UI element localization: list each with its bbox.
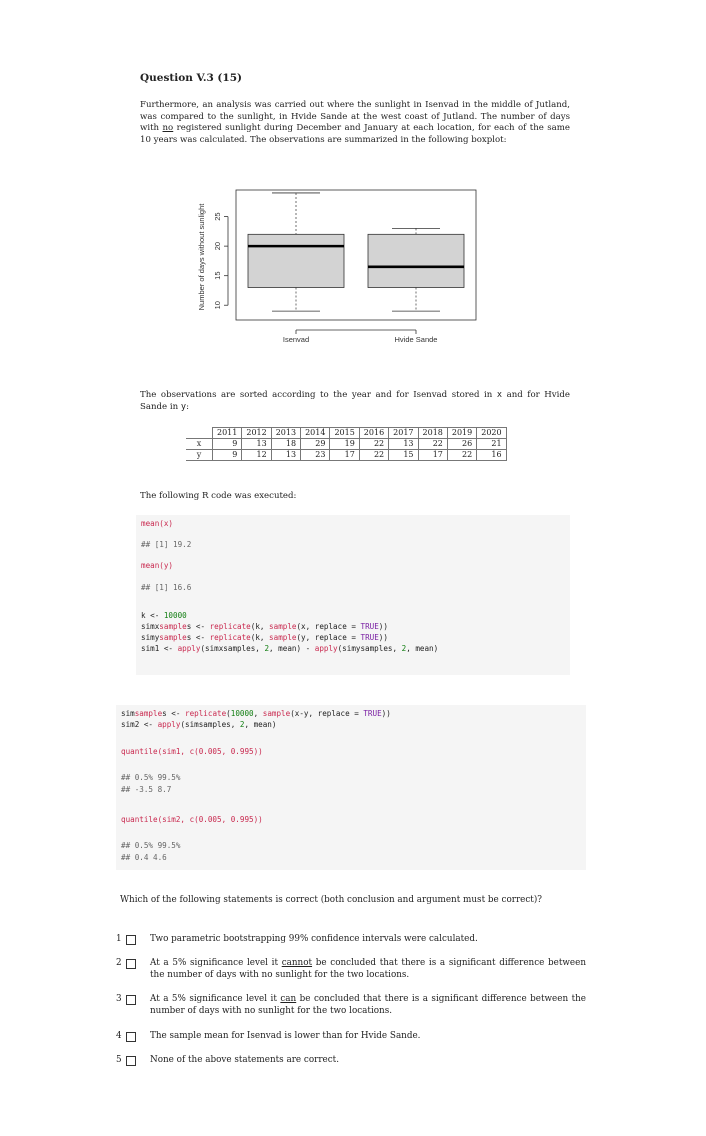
code-line-sims: simsamples <- replicate(10000, sample(x-y, replace = TRUE)) — [121, 709, 391, 718]
question-heading: Question V.3 (15) — [140, 72, 242, 84]
table-corner — [186, 428, 213, 439]
observation-table — [186, 427, 507, 461]
option-text — [150, 1055, 586, 1067]
table-cell: 16 — [477, 450, 506, 461]
y-tick-label: 10 — [213, 301, 222, 310]
year-header: 2016 — [359, 428, 388, 439]
observation-table-wrap — [186, 427, 507, 461]
year-header: 2014 — [301, 428, 330, 439]
year-header: 2015 — [330, 428, 359, 439]
option-text-part: be concluded that there is a significant difference between the number of days with no sunlight for the two locations. — [150, 958, 587, 980]
boxes-group — [248, 193, 464, 311]
output-mean-x: ## [1] 19.2 — [141, 540, 192, 549]
output-quantile-1-header: ## 0.5% 99.5% — [121, 773, 181, 782]
code-line-quantile-1: quantile(sim1, c(0.005, 0.995)) — [121, 747, 263, 756]
row-label: x — [186, 439, 213, 450]
table-cell: 22 — [418, 439, 447, 450]
year-header: 2018 — [418, 428, 447, 439]
option-number: 2 — [116, 958, 122, 968]
question-text: Which of the following statements is correct (both conclusion and argument must be correct)? — [120, 895, 542, 905]
option-checkbox[interactable] — [126, 1032, 136, 1042]
y-axis-label: Number of days without sunlight — [197, 203, 206, 311]
output-quantile-2-values: ## 0.4 4.6 — [121, 853, 167, 862]
table-row — [186, 450, 506, 461]
box-hvide-sande — [368, 228, 464, 311]
code-intro: The following R code was executed: — [140, 491, 297, 501]
intro-underlined: no — [162, 123, 174, 134]
option-checkbox[interactable] — [126, 959, 136, 969]
option-text-underlined: cannot — [281, 958, 313, 968]
option-checkbox[interactable] — [126, 935, 136, 945]
table-row — [186, 439, 506, 450]
option-number: 1 — [116, 934, 122, 944]
option-text-part: The sample mean for Isenvad is lower than for Hvide Sande. — [150, 1031, 421, 1041]
table-cell: 19 — [330, 439, 359, 450]
var-x: x — [496, 390, 503, 400]
option-number: 3 — [116, 994, 122, 1004]
year-header: 2019 — [447, 428, 476, 439]
table-cell: 22 — [359, 450, 388, 461]
option-1 — [116, 934, 586, 946]
boxplot-chart — [190, 185, 490, 355]
option-number: 5 — [116, 1055, 122, 1065]
sorted-text-1: The observations are sorted according to the year and for Isenvad stored in — [140, 390, 497, 400]
table-cell: 9 — [213, 450, 242, 461]
code-block-2 — [116, 705, 586, 870]
table-cell: 29 — [301, 439, 330, 450]
code-line-simy: simysamples <- replicate(k, sample(y, replace = TRUE)) — [141, 633, 388, 642]
y-tick-label: 25 — [213, 212, 222, 221]
x-axis — [283, 330, 438, 344]
option-4 — [116, 1031, 586, 1043]
option-text-part: At a 5% significance level it — [150, 994, 281, 1004]
table-cell: 12 — [242, 450, 271, 461]
y-axis — [213, 212, 228, 309]
table-cell: 26 — [447, 439, 476, 450]
table-cell: 17 — [330, 450, 359, 461]
table-cell: 13 — [242, 439, 271, 450]
y-tick-label: 20 — [213, 241, 222, 251]
code-line-quantile-2: quantile(sim2, c(0.005, 0.995)) — [121, 815, 263, 824]
option-2 — [116, 958, 586, 981]
option-text-part: At a 5% significance level it — [150, 958, 282, 968]
table-cell: 18 — [271, 439, 300, 450]
intro-text-2: registered sunlight during December and January at each location, for each of the same 10 years was calculated. The observations are summarized in the following boxplot: — [140, 123, 570, 145]
option-5 — [116, 1055, 586, 1067]
table-header-row — [186, 428, 506, 439]
code-line-sim2: sim2 <- apply(simsamples, 2, mean) — [121, 720, 277, 729]
table-cell: 17 — [418, 450, 447, 461]
year-header: 2017 — [389, 428, 418, 439]
x-tick-label: Hvide Sande — [394, 335, 438, 344]
year-header: 2013 — [271, 428, 300, 439]
option-checkbox[interactable] — [126, 1056, 136, 1066]
box-isenvad — [248, 193, 344, 311]
var-y: y — [180, 401, 187, 412]
output-quantile-2-header: ## 0.5% 99.5% — [121, 841, 181, 850]
table-cell: 22 — [447, 450, 476, 461]
row-label: y — [186, 450, 213, 461]
code-line-mean-y: mean(y) — [141, 561, 174, 570]
table-cell: 13 — [271, 450, 300, 461]
table-cell: 15 — [389, 450, 418, 461]
option-text-underlined: can — [280, 994, 297, 1004]
intro-text-1: Furthermore, an analysis was carried out where the sunlight in Isenvad in the middle of Jutland, was compared to the sunlight, in Hvide Sande at the west coast of Jutland. The number of days with — [140, 100, 570, 134]
option-text-part: None of the above statements are correct. — [150, 1055, 339, 1065]
y-tick-label: 15 — [213, 271, 222, 280]
option-text — [150, 934, 586, 946]
year-header: 2012 — [242, 428, 271, 439]
table-cell: 21 — [477, 439, 506, 450]
table-cell: 13 — [389, 439, 418, 450]
iqr-box — [248, 234, 344, 287]
iqr-box — [368, 234, 464, 287]
sorted-text-3: : — [186, 401, 189, 412]
sorted-paragraph — [140, 390, 570, 413]
year-header: 2011 — [213, 428, 242, 439]
code-block-1 — [136, 515, 570, 675]
option-number: 4 — [116, 1031, 122, 1041]
table-cell: 23 — [301, 450, 330, 461]
intro-paragraph — [140, 100, 570, 146]
option-text-part: Two parametric bootstrapping 99% confidence intervals were calculated. — [150, 934, 478, 944]
option-text-part: be concluded that there is a significant difference between the number of days with no sunlight for the two locations. — [150, 994, 586, 1016]
year-header: 2020 — [477, 428, 506, 439]
code-line-simx: simxsamples <- replicate(k, sample(x, replace = TRUE)) — [141, 622, 388, 631]
option-text — [150, 1031, 586, 1043]
table-cell: 9 — [213, 439, 242, 450]
option-text — [150, 958, 586, 981]
option-3 — [116, 994, 586, 1017]
code-line-mean-x: mean(x) — [141, 519, 174, 528]
output-quantile-1-values: ## -3.5 8.7 — [121, 785, 172, 794]
code-line-sim1: sim1 <- apply(simxsamples, 2, mean) - apply(simysamples, 2, mean) — [141, 644, 439, 653]
output-mean-y: ## [1] 16.6 — [141, 583, 192, 592]
option-checkbox[interactable] — [126, 995, 136, 1005]
sorted-text-2: and for Hvide Sande in — [140, 390, 570, 412]
option-text — [150, 994, 586, 1017]
code-line-k: k <- 10000 — [141, 611, 187, 620]
x-tick-label: Isenvad — [282, 335, 310, 344]
table-cell: 22 — [359, 439, 388, 450]
